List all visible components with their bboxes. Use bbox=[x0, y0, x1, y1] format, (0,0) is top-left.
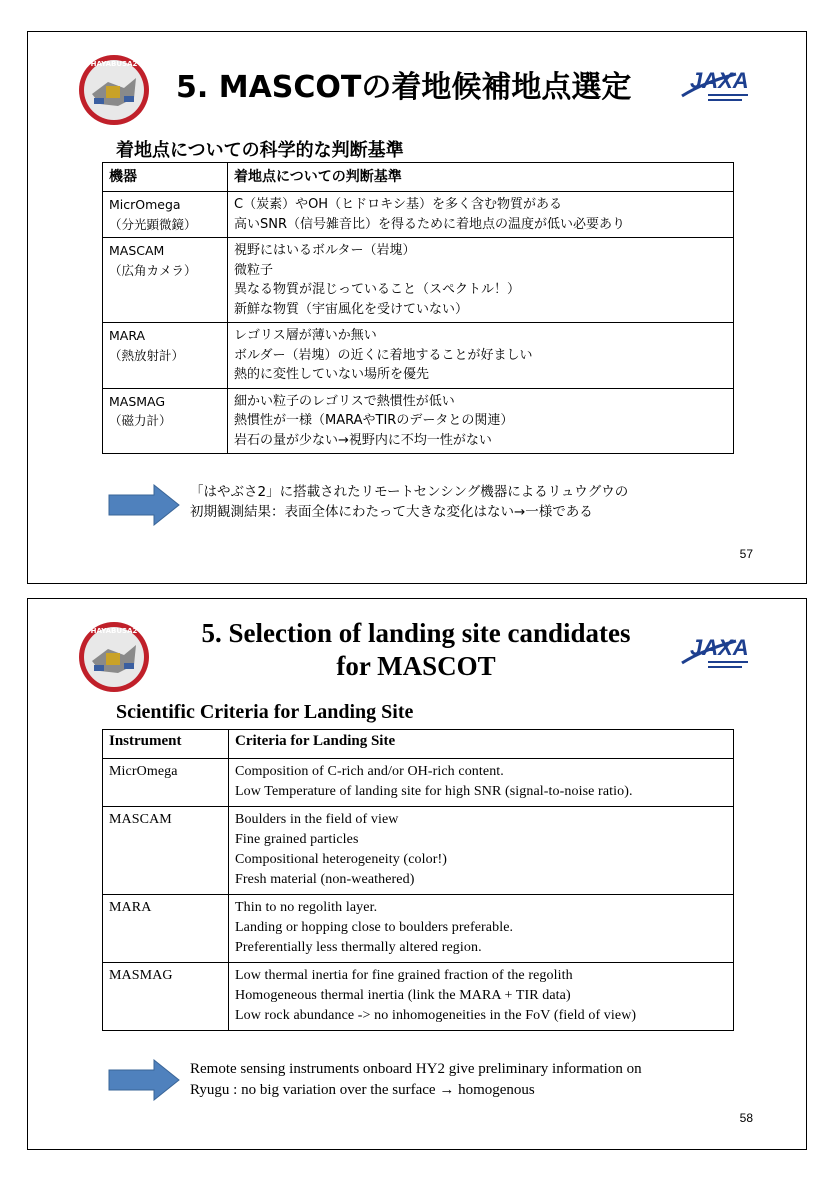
criteria-line: 細かい粒子のレゴリスで熱慣性が低い bbox=[234, 393, 455, 409]
criteria-line: Low thermal inertia for fine grained fraction of the regolith bbox=[235, 967, 573, 983]
criteria-line: Composition of C-rich and/or OH-rich content. bbox=[235, 764, 504, 779]
right-arrow-icon bbox=[108, 1059, 180, 1101]
instrument-cell bbox=[103, 388, 228, 454]
instrument-desc: （広角カメラ） bbox=[109, 262, 197, 278]
title-line: for MASCOT bbox=[336, 651, 496, 681]
criteria-cell bbox=[229, 759, 734, 807]
instrument-desc: （分光顕微鏡） bbox=[109, 216, 197, 232]
slide-57 bbox=[27, 31, 807, 584]
criteria-cell bbox=[229, 962, 734, 1030]
instrument-cell bbox=[103, 192, 228, 238]
criteria-line: 熱的に変性していない場所を優先 bbox=[234, 367, 430, 382]
summary-note bbox=[190, 1059, 642, 1101]
criteria-line: Fresh material (non-weathered) bbox=[235, 872, 415, 888]
instrument-name: MASCAM bbox=[109, 243, 165, 258]
criteria-line: Fine grained particles bbox=[235, 831, 359, 847]
criteria-line: 岩石の量が少ない→視野内に不均一性がない bbox=[234, 432, 492, 448]
jaxa-logo-icon bbox=[678, 629, 758, 675]
instrument-desc: （熱放射計） bbox=[109, 347, 185, 363]
slide-title: 5. MASCOTの着地候補地点選定 bbox=[176, 70, 632, 105]
instrument-cell bbox=[103, 759, 229, 807]
instrument-name: MASMAG bbox=[109, 967, 173, 983]
criteria-line: 視野にはいるボルター（岩塊） bbox=[234, 243, 416, 258]
criteria-cell bbox=[229, 806, 734, 894]
criteria-line: レゴリス層が薄いか無い bbox=[234, 328, 377, 343]
criteria-line: 高いSNR（信号雑音比）を得るために着地点の温度が低い必要あり bbox=[234, 216, 626, 232]
criteria-line: 熱慣性が一様（MARAやTIRのデータとの関連） bbox=[234, 413, 514, 428]
svg-text:HAYABUSA2: HAYABUSA2 bbox=[90, 627, 138, 635]
note-line: 「はやぶさ2」に搭載されたリモートセンシング機器によるリュウグウの bbox=[190, 484, 629, 500]
criteria-cell bbox=[228, 192, 734, 238]
slide-title bbox=[176, 617, 656, 683]
instrument-desc: （磁力計） bbox=[109, 413, 172, 428]
criteria-line: Landing or hopping close to boulders preferable. bbox=[235, 920, 514, 936]
page-number: 57 bbox=[739, 547, 753, 561]
criteria-cell bbox=[228, 388, 734, 454]
criteria-line: Low Temperature of landing site for high SNR (signal-to-noise ratio). bbox=[235, 784, 633, 800]
criteria-cell bbox=[228, 323, 734, 389]
table-row bbox=[103, 238, 734, 323]
instrument-cell bbox=[103, 806, 229, 894]
instrument-name: MASMAG bbox=[109, 393, 166, 409]
table-row bbox=[103, 388, 734, 454]
criteria-line: Homogeneous thermal inertia (link the MARA + TIR data) bbox=[235, 987, 571, 1003]
header-instrument: 機器 bbox=[103, 163, 228, 192]
table-row bbox=[103, 894, 734, 962]
criteria-line: Thin to no regolith layer. bbox=[235, 899, 378, 915]
hayabusa2-emblem-icon bbox=[78, 621, 150, 693]
instrument-name: MARA bbox=[109, 899, 152, 915]
instrument-cell bbox=[103, 962, 229, 1030]
table-row bbox=[103, 759, 734, 807]
page-number: 58 bbox=[739, 1111, 753, 1125]
table-row bbox=[103, 962, 734, 1030]
criteria-line: 微粒子 bbox=[234, 262, 274, 278]
instrument-cell bbox=[103, 323, 228, 389]
svg-text:JAXA: JAXA bbox=[690, 635, 749, 660]
criteria-line: C（炭素）やOH（ヒドロキシ基）を多く含む物質がある bbox=[234, 197, 562, 212]
jaxa-logo-icon bbox=[678, 62, 758, 108]
right-arrow-icon bbox=[108, 484, 180, 526]
svg-text:HAYABUSA2: HAYABUSA2 bbox=[90, 60, 138, 68]
criteria-table bbox=[102, 162, 734, 454]
table-row bbox=[103, 323, 734, 389]
table-row bbox=[103, 806, 734, 894]
hayabusa2-emblem-icon bbox=[78, 54, 150, 126]
criteria-line: Preferentially less thermally altered region. bbox=[235, 940, 482, 956]
svg-text:JAXA: JAXA bbox=[690, 68, 749, 93]
criteria-line: 異なる物質が混じっていること（スペクトル！） bbox=[234, 282, 521, 297]
criteria-line: Boulders in the field of view bbox=[235, 811, 399, 827]
criteria-table bbox=[102, 729, 734, 1031]
criteria-line: Low rock abundance -> no inhomogeneities in the FoV (field of view) bbox=[235, 1008, 637, 1024]
title-line: 5. Selection of landing site candidates bbox=[201, 618, 631, 648]
instrument-name: MicrOmega bbox=[109, 197, 181, 212]
slide-subtitle: Scientific Criteria for Landing Site bbox=[116, 701, 414, 723]
slide-subtitle: 着地点についての科学的な判断基準 bbox=[116, 140, 404, 161]
criteria-line: 新鮮な物質（宇宙風化を受けていない） bbox=[234, 301, 469, 317]
note-line: Ryugu : no big variation over the surface → homogenous bbox=[190, 1082, 535, 1098]
instrument-name: MARA bbox=[109, 328, 146, 343]
table-header-row bbox=[103, 730, 734, 759]
note-line: 初期観測結果：表面全体にわたって大きな変化はない→一様である bbox=[190, 504, 593, 520]
note-line: Remote sensing instruments onboard HY2 give preliminary information on bbox=[190, 1061, 642, 1077]
criteria-line: ボルダー（岩塊）の近くに着地することが好ましい bbox=[234, 347, 533, 363]
table-header-row bbox=[103, 163, 734, 192]
instrument-name: MASCAM bbox=[109, 811, 172, 827]
criteria-cell bbox=[229, 894, 734, 962]
header-instrument: Instrument bbox=[103, 730, 229, 759]
summary-note bbox=[190, 482, 628, 522]
criteria-line: Compositional heterogeneity (color!) bbox=[235, 852, 447, 868]
header-criteria: 着地点についての判断基準 bbox=[228, 163, 734, 192]
instrument-cell bbox=[103, 894, 229, 962]
criteria-cell bbox=[228, 238, 734, 323]
slide-58 bbox=[27, 598, 807, 1150]
header-criteria: Criteria for Landing Site bbox=[229, 730, 734, 759]
instrument-name: MicrOmega bbox=[109, 764, 178, 779]
instrument-cell bbox=[103, 238, 228, 323]
table-row bbox=[103, 192, 734, 238]
